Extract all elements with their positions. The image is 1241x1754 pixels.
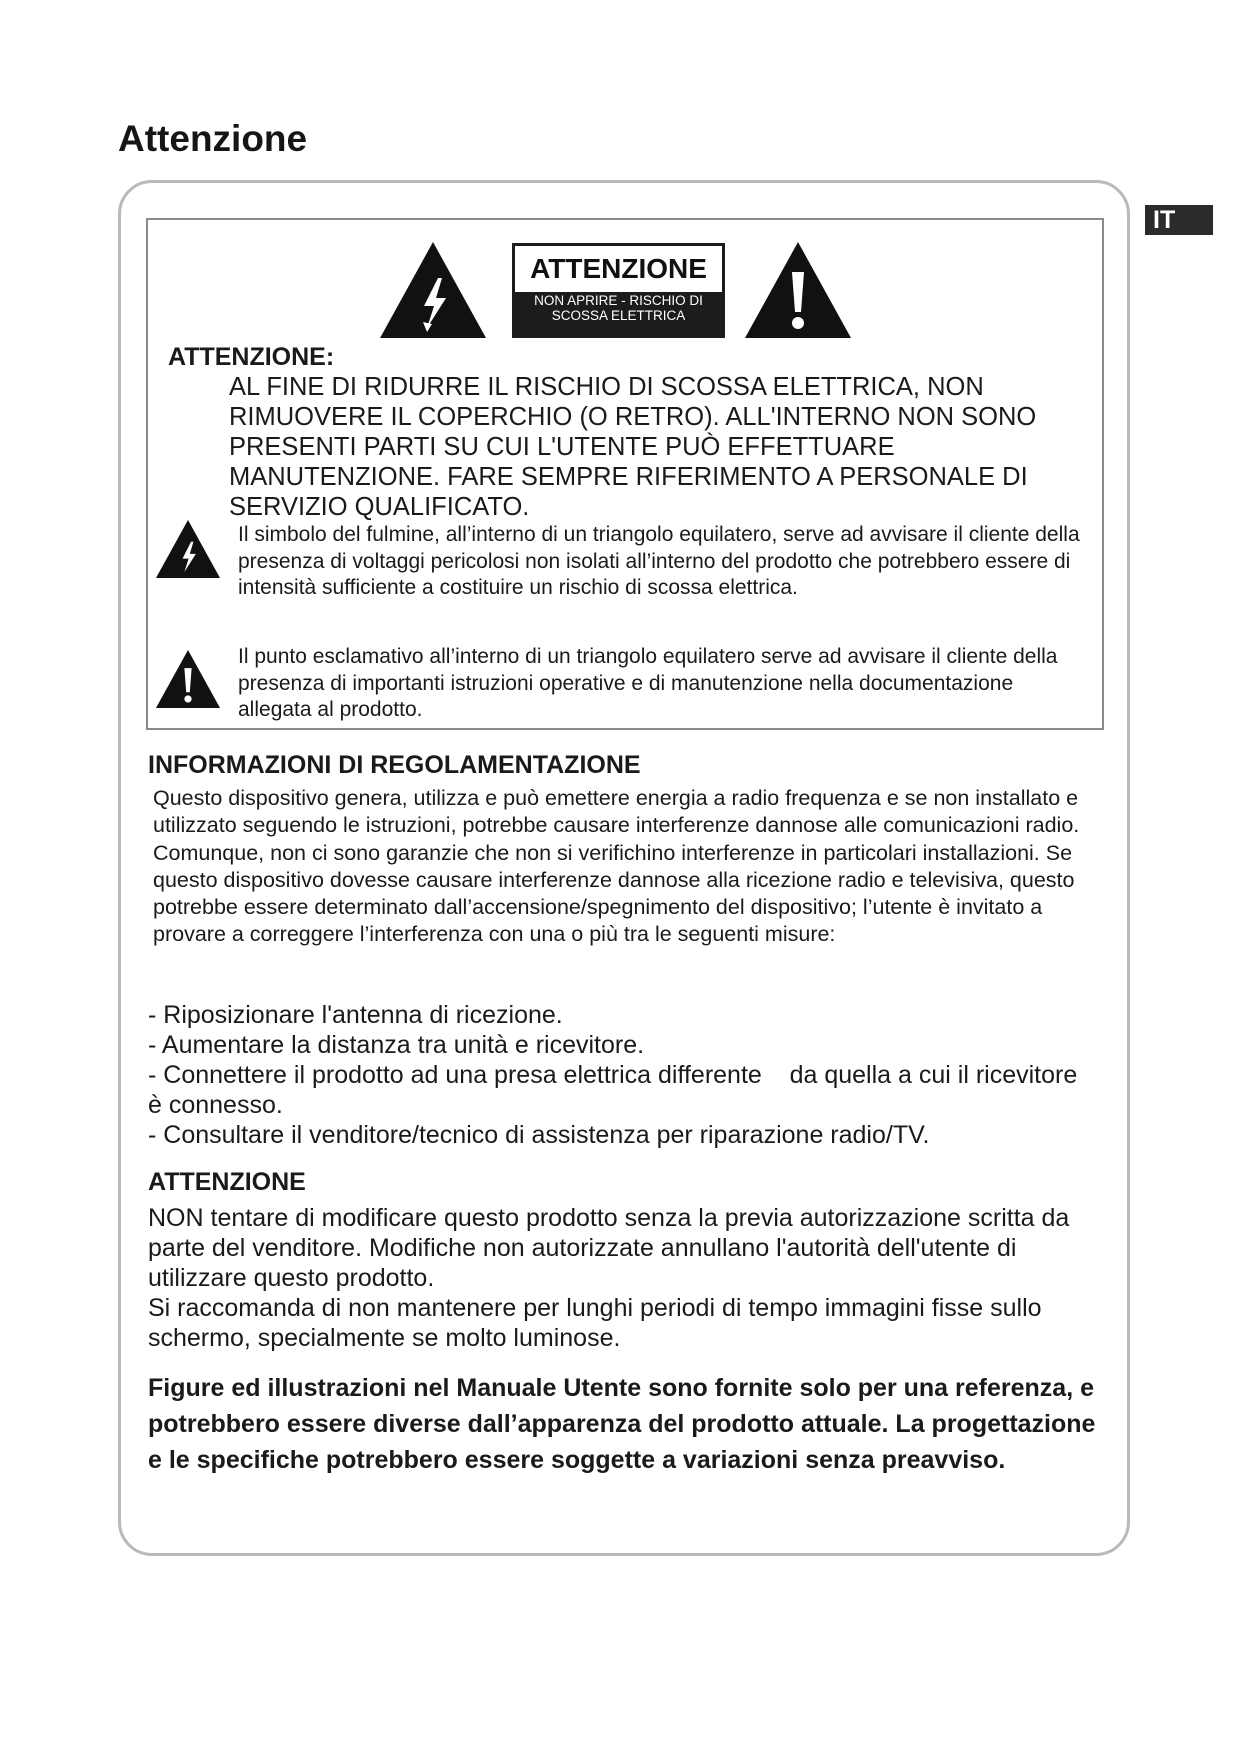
caution-label-title: ATTENZIONE — [515, 246, 722, 292]
page-title: Attenzione — [118, 118, 308, 159]
regulatory-heading: INFORMAZIONI DI REGOLAMENTAZIONE — [148, 751, 641, 779]
caution-text — [148, 1203, 1098, 1353]
exclamation-triangle-icon — [745, 242, 851, 338]
measures-list — [148, 1000, 1088, 1150]
list-item: - Riposizionare l'antenna di ricezione. — [148, 1001, 563, 1029]
lightning-symbol-text: Il simbolo del fulmine, all’interno di un triangolo equilatero, serve ad avvisare il cliente della presenza di voltaggi pericolosi non isolati all’interno del prodotto che potrebbero essere di intensità sufficiente a costituire un rischio di scossa elettrica. — [238, 523, 1080, 599]
caution-paragraph-2: Si raccomanda di non mantenere per lunghi periodi di tempo immagini fisse sullo schermo, specialmente se molto luminose. — [148, 1294, 1042, 1352]
caution-label-subtitle: NON APRIRE - RISCHIO DI SCOSSA ELETTRICA — [534, 293, 703, 323]
exclamation-symbol-text: Il punto esclamativo all’interno di un triangolo equilatero serve ad avvisare il cliente della presenza di importanti istruzioni operative e di manutenzione nella documentazione allegata al prodotto. — [238, 645, 1058, 721]
caution-heading: ATTENZIONE — [148, 1168, 306, 1196]
list-item: - Consultare il venditore/tecnico di assistenza per riparazione radio/TV. — [148, 1121, 930, 1149]
caution-paragraph-1: NON tentare di modificare questo prodotto senza la previa autorizzazione scritta da parte del venditore. Modifiche non autorizzate annullano l'autorità dell'utente di utilizzare questo prodotto. — [148, 1204, 1070, 1292]
regulatory-text: Questo dispositivo genera, utilizza e può emettere energia a radio frequenza e se non installato e utilizzato seguendo le istruzioni, potrebbe causare interferenze dannose alle comunicazioni radio. Comunque, non ci sono garanzie che non si verifichino interferenze in particolari installazioni. Se questo dispositivo dovesse causare interferenze dannose alla ricezione radio e televisiva, questo potrebbe essere determinato dall’accensione/spegnimento del dispositivo; l’utente è invitato a provare a correggere l’interferenza con una o più tra le seguenti misure: — [153, 786, 1080, 947]
caution-label — [512, 243, 725, 338]
language-tab: IT — [1145, 205, 1213, 235]
lightning-triangle-icon — [380, 242, 486, 338]
exclamation-triangle-small-icon — [155, 650, 221, 708]
warning-main-text: AL FINE DI RIDURRE IL RISCHIO DI SCOSSA ELETTRICA, NON RIMUOVERE IL COPERCHIO (O RETRO). ALL'INTERNO NON SONO PRESENTI PARTI SU CUI L'UTENTE PUÒ EFFETTUARE MANUTENZIONE. FARE SEMPRE RIFERIMENTO A PERSONALE DI SERVIZIO QUALIFICATO. — [229, 373, 1037, 521]
disclaimer-text: Figure ed illustrazioni nel Manuale Utente sono fornite solo per una referenza, e potrebbero essere diverse dall’apparenza del prodotto attuale. La progettazione e le specifiche potrebbero essere soggette a variazioni senza preavviso. — [148, 1374, 1096, 1474]
list-item: - Connettere il prodotto ad una presa elettrica differente da quella a cui il ricevitore è connesso. — [148, 1061, 1085, 1119]
lightning-triangle-small-icon — [155, 520, 221, 578]
warning-heading: ATTENZIONE: — [168, 343, 335, 371]
list-item: - Aumentare la distanza tra unità e ricevitore. — [148, 1031, 645, 1059]
